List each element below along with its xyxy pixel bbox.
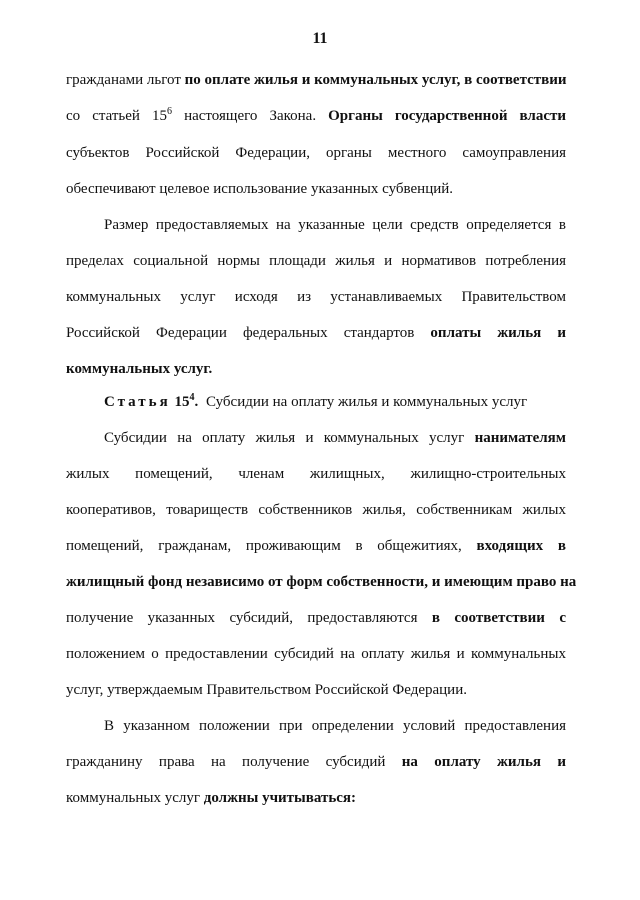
text-run: гражданами льгот — [66, 72, 181, 88]
text-run: гражданину права на получение субсидий — [66, 754, 386, 770]
text-run-bold: входящих в — [461, 538, 566, 554]
paragraph-1-line-2 — [66, 107, 566, 125]
paragraph-4-line-1: В указанном положении при определении условий предоставления — [104, 718, 566, 734]
article-label: Статья — [104, 394, 171, 410]
text-run-bold: нанимателям — [464, 430, 566, 446]
paragraph-2-line-1: Размер предоставляемых на указанные цели средств определяется в — [104, 217, 566, 233]
paragraph-3-line-5: жилищный фонд независимо от форм собственности, и имеющим право на — [66, 574, 577, 590]
text-run: Субсидии на оплату жилья и коммунальных услуг — [104, 430, 465, 446]
paragraph-3-line-3: кооперативов, товариществ собственников жилья, собственникам жилых — [66, 502, 566, 518]
text-run: помещений, гражданам, проживающим в общежитиях, — [66, 538, 462, 554]
text-run: коммунальных услуг — [66, 790, 201, 806]
paragraph-2-line-4 — [66, 324, 566, 342]
paragraph-1-line-1 — [66, 71, 566, 89]
paragraph-3-line-2: жилых помещений, членам жилищных, жилищно-строительных — [66, 466, 566, 482]
paragraph-2-line-5: коммунальных услуг. — [66, 361, 213, 377]
paragraph-3-line-8: услуг, утверждаемым Правительством Российской Федерации. — [66, 682, 467, 698]
paragraph-3-line-7: положением о предоставлении субсидий на оплату жилья и коммунальных — [66, 646, 566, 662]
text-run: настоящего Закона. — [172, 108, 317, 124]
article-dot: . — [194, 394, 199, 410]
article-number: 15 — [174, 394, 190, 410]
text-run-bold: должны учитываться: — [200, 790, 357, 806]
paragraph-2-line-2: пределах социальной нормы площади жилья и нормативов потребления — [66, 253, 566, 269]
paragraph-3-line-6 — [66, 609, 566, 627]
text-run-bold: на оплату жилья и — [385, 754, 566, 770]
article-title: Субсидии на оплату жилья и коммунальных услуг — [205, 394, 528, 410]
text-run-bold: Органы государственной власти — [316, 108, 567, 124]
text-run-bold: по оплате жилья и коммунальных услуг, в соответствии — [180, 72, 567, 88]
paragraph-4-line-3 — [66, 789, 566, 807]
paragraph-1-line-4: обеспечивают целевое использование указанных субвенций. — [66, 181, 454, 197]
text-run-bold: оплаты жилья и — [414, 325, 566, 341]
paragraph-3-line-4 — [66, 537, 566, 555]
paragraph-1-line-3: субъектов Российской Федерации, органы местного самоуправления — [66, 145, 566, 161]
text-run-bold: в соответствии с — [417, 610, 566, 626]
paragraph-3-line-1 — [104, 429, 566, 447]
text-run: Российской Федерации федеральных стандартов — [66, 325, 415, 341]
page-number: 11 — [312, 30, 328, 47]
text-run: со статьей 15 — [66, 108, 168, 124]
article-heading — [104, 393, 566, 411]
text-run: получение указанных субсидий, предоставляются — [66, 610, 418, 626]
article-number-superscript: 4 — [189, 392, 195, 403]
paragraph-2-line-3: коммунальных услуг исходя из устанавливаемых Правительством — [66, 289, 566, 305]
paragraph-4-line-2 — [66, 753, 566, 771]
superscript: 6 — [167, 106, 173, 117]
